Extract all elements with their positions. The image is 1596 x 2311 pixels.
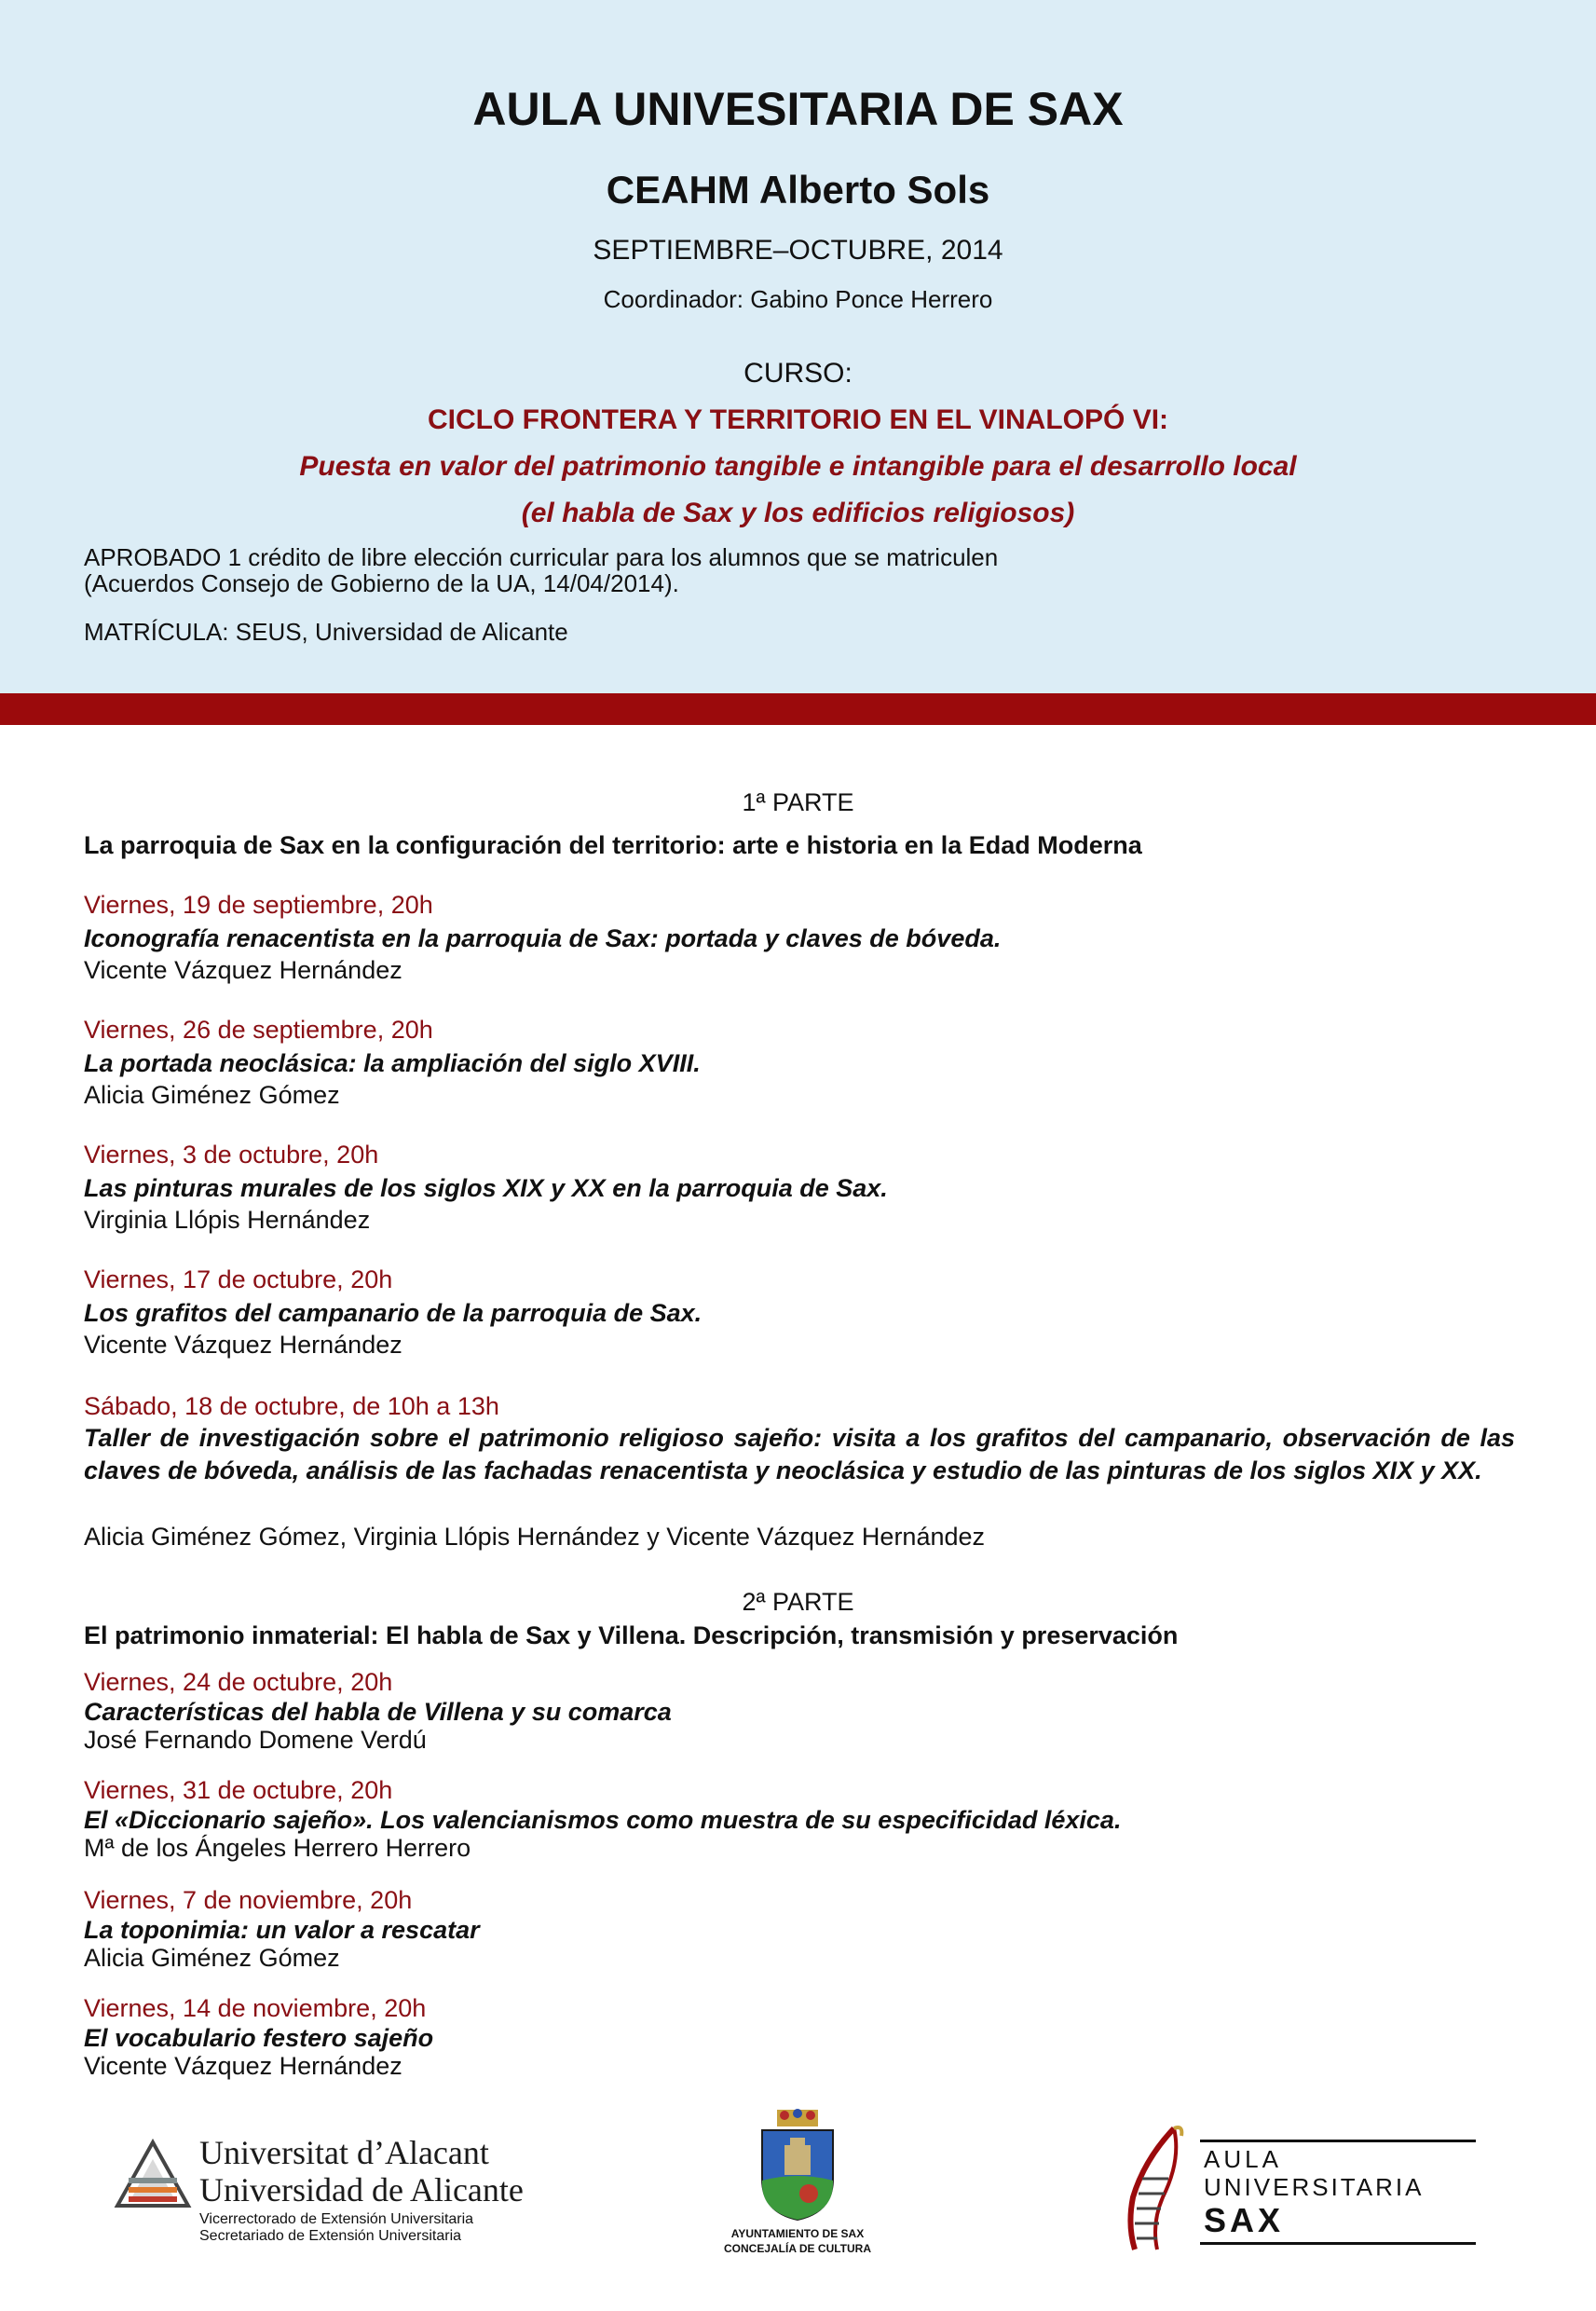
approval-note	[84, 544, 998, 596]
course-title: CICLO FRONTERA Y TERRITORIO EN EL VINALOPÓ VI:	[427, 404, 1169, 435]
university-emblem-icon	[114, 2139, 192, 2213]
aula-rule-top	[1200, 2140, 1476, 2142]
coordinator: Coordinador: Gabino Ponce Herrero	[603, 285, 993, 313]
session-date: Viernes, 14 de noviembre, 20h	[84, 1994, 427, 2022]
session-date: Viernes, 24 de octubre, 20h	[84, 1668, 393, 1696]
enrolment-note: MATRÍCULA: SEUS, Universidad de Alicante	[84, 618, 568, 646]
session-date: Viernes, 19 de septiembre, 20h	[84, 891, 433, 919]
session-title: Los grafitos del campanario de la parroquia de Sax.	[84, 1299, 703, 1327]
session-title: Características del habla de Villena y su comarca	[84, 1698, 672, 1726]
part-title: La parroquia de Sax en la configuración del territorio: arte e historia en la Edad Moderna	[84, 831, 1142, 859]
ua-name-valencian: Universitat d’Alacant	[199, 2134, 489, 2171]
session-speaker: Vicente Vázquez Hernández	[84, 956, 402, 984]
aula-rule-bottom	[1200, 2242, 1476, 2245]
ua-secretariado: Secretariado de Extensión Universitaria	[199, 2228, 462, 2244]
session-title: El «Diccionario sajeño». Los valencianismos como muestra de su especificidad léxica.	[84, 1806, 1122, 1834]
page-subtitle: CEAHM Alberto Sols	[606, 168, 990, 212]
session-title: Taller de investigación sobre el patrimonio religioso sajeño: visita a los grafitos del campanario, observación de las claves de bóveda, análisis de las fachadas renacentista y neoclásica y estudio de las pinturas de los siglos XIX y XX.	[84, 1424, 1515, 1484]
part-label: 1ª PARTE	[742, 788, 854, 816]
aula-word: AULA	[1204, 2145, 1282, 2173]
divider-bar	[0, 693, 1596, 725]
ua-vicerrectorado: Vicerrectorado de Extensión Universitaria	[199, 2211, 474, 2227]
sax-culture-dept: CONCEJALÍA DE CULTURA	[724, 2242, 871, 2255]
session-title: El vocabulario festero sajeño	[84, 2024, 434, 2052]
coat-of-arms-icon	[753, 2108, 842, 2222]
ua-name-spanish: Universidad de Alicante	[199, 2171, 524, 2208]
session-title: La portada neoclásica: la ampliación del siglo XVIII.	[84, 1049, 701, 1077]
aula-emblem-icon	[1125, 2123, 1191, 2253]
session-speaker: Vicente Vázquez Hernández	[84, 2052, 402, 2080]
approval-line-1: APROBADO 1 crédito de libre elección curricular para los alumnos que se matriculen	[84, 543, 999, 571]
session-title: Las pinturas murales de los siglos XIX y XX en la parroquia de Sax.	[84, 1174, 888, 1202]
session-speaker: Virginia Llópis Hernández	[84, 1206, 371, 1234]
session-title: La toponimia: un valor a rescatar	[84, 1916, 480, 1944]
session-speaker: Mª de los Ángeles Herrero Herrero	[84, 1834, 471, 1862]
aula-universitaria-sax-logo	[1125, 2123, 1480, 2253]
course-subtitle: Puesta en valor del patrimonio tangible e intangible para el desarrollo local	[299, 451, 1297, 482]
session-date: Viernes, 3 de octubre, 20h	[84, 1141, 379, 1169]
universidad-alicante-logo	[114, 2127, 552, 2244]
approval-line-2: (Acuerdos Consejo de Gobierno de la UA, 14/04/2014).	[84, 569, 679, 597]
universitaria-word: UNIVERSITARIA	[1204, 2173, 1425, 2201]
session-speaker: Vicente Vázquez Hernández	[84, 1331, 402, 1359]
session-speaker: Alicia Giménez Gómez	[84, 1081, 340, 1109]
session-speaker: José Fernando Domene Verdú	[84, 1726, 427, 1754]
sax-town-council: AYUNTAMIENTO DE SAX	[730, 2227, 865, 2240]
part-title: El patrimonio inmaterial: El habla de Sax y Villena. Descripción, transmisión y preservación	[84, 1621, 1179, 1649]
session-date: Viernes, 31 de octubre, 20h	[84, 1776, 393, 1804]
part-label: 2ª PARTE	[742, 1588, 854, 1616]
date-range: SEPTIEMBRE–OCTUBRE, 2014	[593, 235, 1003, 266]
session-speaker: Alicia Giménez Gómez, Virginia Llópis Hernández y Vicente Vázquez Hernández	[84, 1523, 986, 1551]
sax-word: SAX	[1204, 2201, 1285, 2239]
page-title: AULA UNIVESITARIA DE SAX	[472, 83, 1124, 135]
session-date: Viernes, 7 de noviembre, 20h	[84, 1886, 413, 1914]
course-subtitle-2: (el habla de Sax y los edificios religiosos)	[521, 498, 1075, 528]
course-label: CURSO:	[743, 358, 853, 389]
session-speaker: Alicia Giménez Gómez	[84, 1944, 340, 1972]
session-date: Viernes, 26 de septiembre, 20h	[84, 1016, 433, 1044]
ayuntamiento-sax-logo	[704, 2108, 891, 2257]
session-title: Iconografía renacentista en la parroquia de Sax: portada y claves de bóveda.	[84, 924, 1002, 952]
session-date: Viernes, 17 de octubre, 20h	[84, 1265, 393, 1293]
session-date: Sábado, 18 de octubre, de 10h a 13h	[84, 1392, 499, 1420]
